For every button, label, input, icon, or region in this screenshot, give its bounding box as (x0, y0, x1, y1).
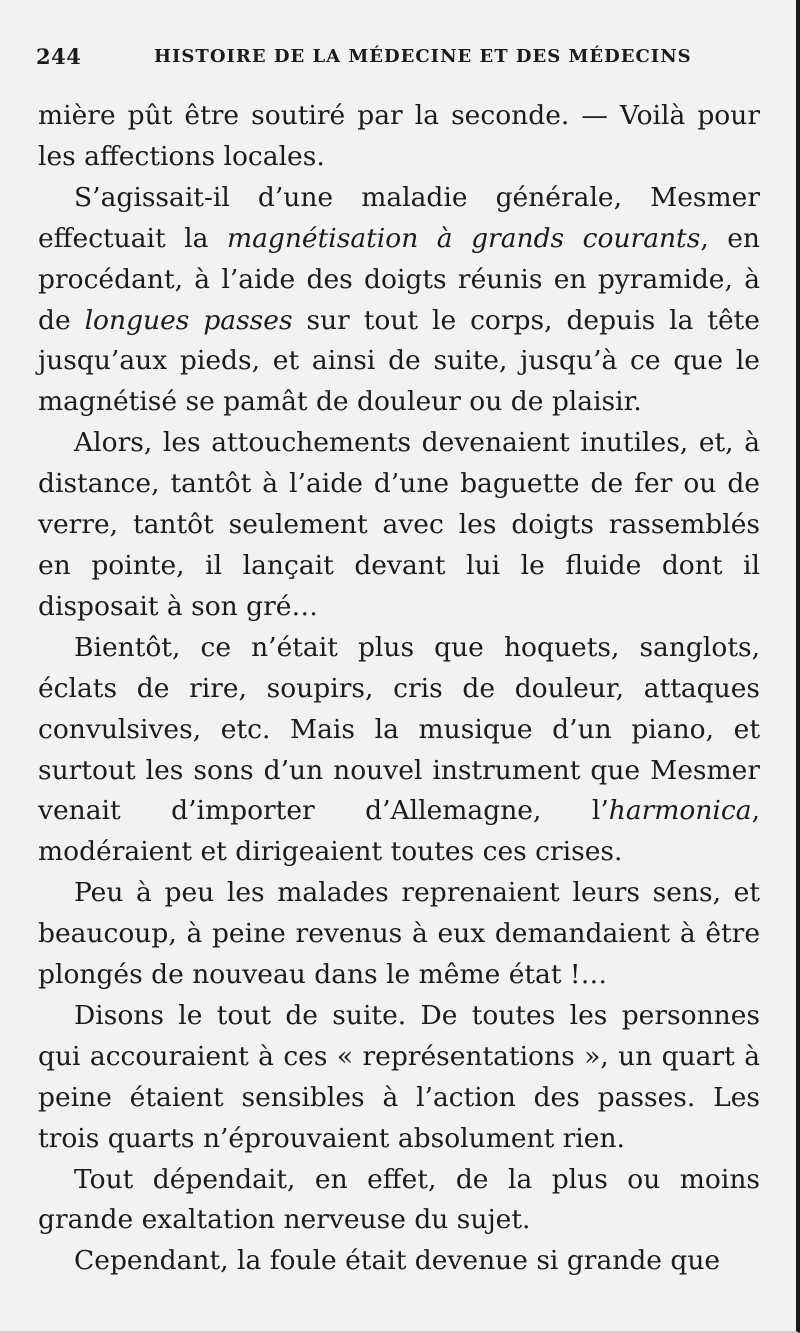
running-title: HISTOIRE DE LA MÉDECINE ET DES MÉDECINS (154, 46, 692, 67)
text-segment: S’agissait-il d’une maladie générale, Mesmer effectuait la (38, 181, 760, 254)
paragraph-4 (38, 628, 760, 873)
paragraph-6 (38, 996, 760, 1160)
italic-term-magnetisation: magnétisation à grands courants (226, 222, 701, 254)
paragraph-1 (38, 96, 760, 178)
text-segment: Tout dépendait, en effet, de la plus ou moins grande exaltation nerveuse du sujet. (38, 1163, 760, 1236)
page-header (36, 44, 776, 78)
text-segment: Alors, les attouchements devenaient inutiles, et, à distance, tantôt à l’aide d’une baguette de fer ou de verre, tantôt seulement avec les doigts rassemblés en pointe, il lançait devant lui le fluide dont il disposait à son gré… (38, 427, 760, 622)
text-segment: mière pût être soutiré par la seconde. — Voilà pour les affections locales. (38, 100, 760, 172)
text-segment: Cependant, la foule était devenue si grande que (74, 1245, 721, 1277)
paragraph-8 (38, 1241, 760, 1282)
text-segment: Bientôt, ce n’était plus que hoquets, sanglots, éclats de rire, soupirs, cris de douleur, attaques convulsives, etc. Mais la musique d’un piano, et surtout les sons d’un nouvel instrument que Mesmer venait d’importer d’Allemagne, l’ (38, 631, 760, 827)
page-number: 244 (36, 44, 82, 69)
paragraph-2 (38, 178, 760, 423)
paragraph-7 (38, 1160, 760, 1242)
paragraph-3 (38, 423, 760, 628)
italic-term-harmonica: harmonica (608, 795, 752, 827)
text-segment: , en procédant, à l’aide des doigts réunis en pyramide, à de (38, 222, 760, 336)
text-segment: Disons le tout de suite. De toutes les personnes qui accouraient à ces « représentations », un quart à peine étaient sensibles à l’action des passes. Les trois quarts n’éprouvaient absolument rien. (38, 999, 760, 1154)
text-segment: Peu à peu les malades reprenaient leurs sens, et beaucoup, à peine revenus à eux demandaient à être plongés de nouveau dans le même état !… (38, 877, 760, 991)
text-segment: , modéraient et dirigeaient toutes ces crises. (38, 795, 760, 868)
italic-term-longues-passes: longues passes (84, 304, 293, 336)
page-body (38, 96, 760, 1282)
paragraph-5 (38, 873, 760, 996)
text-segment: sur tout le corps, depuis la tête jusqu’aux pieds, et ainsi de suite, jusqu’à ce que le magnétisé se pamât de douleur ou de plaisir. (38, 304, 760, 418)
